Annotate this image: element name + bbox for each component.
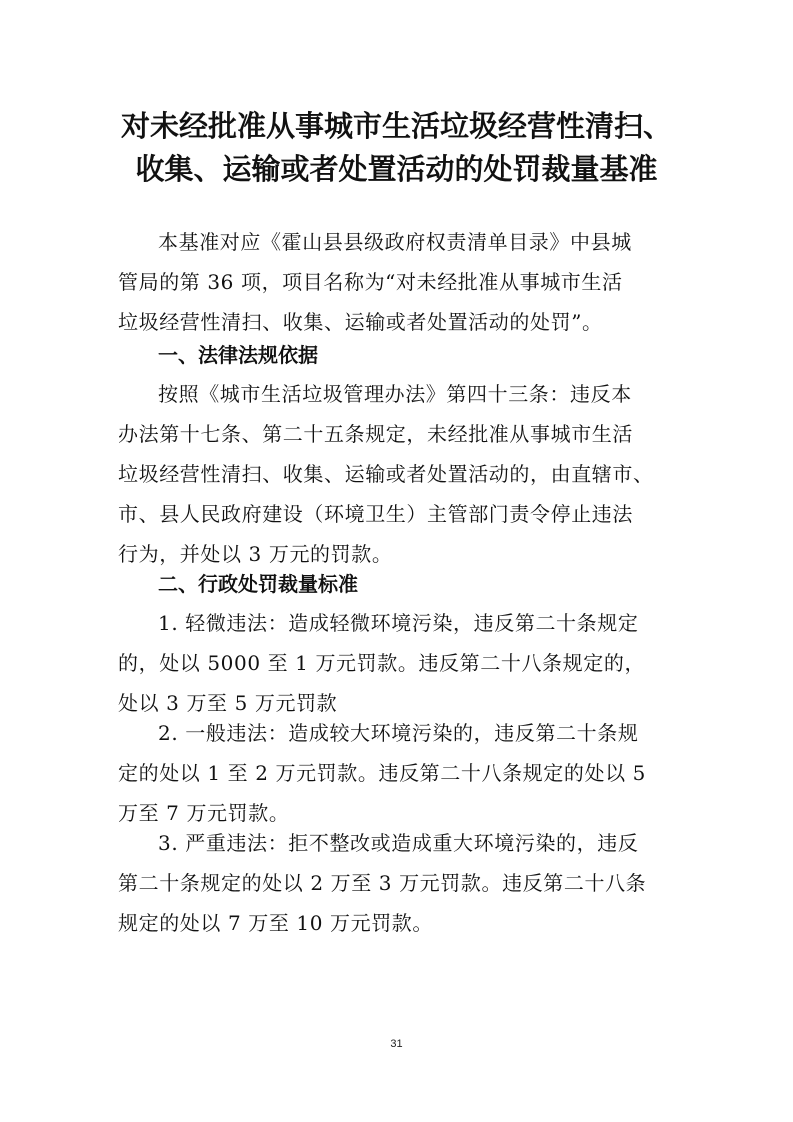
standard-serious-paragraph: [118, 823, 678, 943]
section-heading-legal-basis: 一、法律法规依据: [158, 343, 318, 367]
legal-basis-line: 办法第十七条、第二十五条规定，未经批准从事城市生活: [118, 422, 633, 446]
legal-basis-line: 垃圾经营性清扫、收集、运输或者处置活动的，由直辖市、: [118, 462, 654, 486]
standard-serious-line: 规定的处以 7 万至 10 万元罚款。: [118, 911, 434, 935]
standard-minor-line: 处以 3 万至 5 万元罚款: [118, 691, 338, 715]
intro-paragraph: [118, 222, 678, 342]
standard-minor-paragraph: [118, 603, 678, 723]
standard-serious-line: 第二十条规定的处以 2 万至 3 万元罚款。违反第二十八条: [118, 871, 647, 895]
document-title-line-2: 收集、运输或者处置活动的处罚裁量基准: [135, 152, 658, 186]
intro-line: 管局的第 36 项，项目名称为“对未经批准从事城市生活: [118, 270, 623, 294]
legal-basis-paragraph: [118, 374, 678, 574]
standard-general-line: 万至 7 万元罚款。: [118, 801, 290, 825]
standard-serious-line: 3. 严重违法：拒不整改或造成重大环境污染的，违反: [158, 831, 639, 855]
section-heading-penalty-standard: 二、行政处罚裁量标准: [158, 572, 358, 596]
standard-general-paragraph: [118, 713, 678, 833]
standard-general-line: 定的处以 1 至 2 万元罚款。违反第二十八条规定的处以 5: [118, 761, 646, 785]
standard-general-line: 2. 一般违法：造成较大环境污染的，违反第二十条规: [158, 721, 639, 745]
intro-line: 垃圾经营性清扫、收集、运输或者处置活动的处罚”。: [118, 310, 603, 334]
standard-minor-line: 的，处以 5000 至 1 万元罚款。违反第二十八条规定的，: [118, 651, 646, 675]
legal-basis-line: 市、县人民政府建设（环境卫生）主管部门责令停止违法: [118, 502, 633, 526]
document-title-line-1: 对未经批准从事城市生活垃圾经营性清扫、: [120, 109, 672, 143]
legal-basis-line: 按照《城市生活垃圾管理办法》第四十三条：违反本: [158, 382, 632, 406]
intro-line: 本基准对应《霍山县县级政府权责清单目录》中县城: [158, 230, 632, 254]
page-number: 31: [390, 1038, 403, 1050]
legal-basis-line: 行为，并处以 3 万元的罚款。: [118, 542, 393, 566]
standard-minor-line: 1. 轻微违法：造成轻微环境污染，违反第二十条规定: [158, 611, 639, 635]
